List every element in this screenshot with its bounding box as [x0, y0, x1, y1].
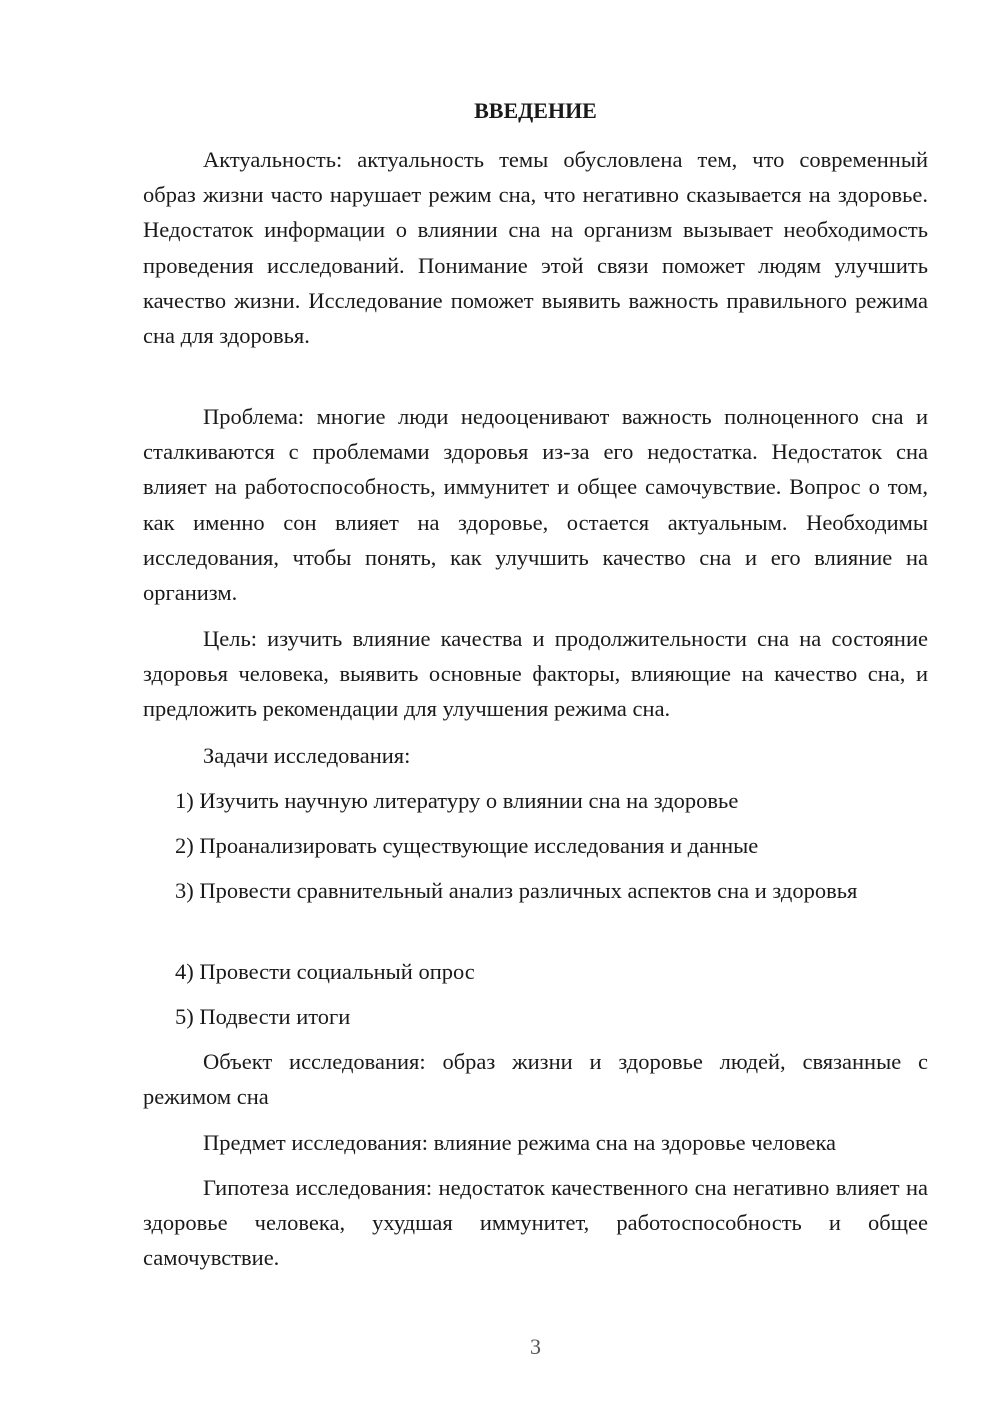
document-page: [143, 0, 928, 1414]
task-item-5: 5) Подвести итоги: [175, 1004, 351, 1029]
problem-paragraph: Проблема: многие люди недооценивают важность полноценного сна и сталкиваются с проблемами здоровья из-за его недостатка. Недостаток сна влияет на работоспособность, иммунитет и общее самочувствие. Вопрос о том, как именно сон влияет на здоровье, остается актуальным. Необходимы исследования, чтобы понять, как улучшить качество сна и его влияние на организм.: [143, 404, 928, 606]
task-item-1: 1) Изучить научную литературу о влиянии сна на здоровье: [175, 788, 739, 813]
goal-paragraph: Цель: изучить влияние качества и продолжительности сна на состояние здоровья человека, выявить основные факторы, влияющие на качество сна, и предложить рекомендации для улучшения режима сна.: [143, 626, 928, 722]
hypothesis-paragraph: Гипотеза исследования: недостаток качественного сна негативно влияет на здоровье человека, ухудшая иммунитет, работоспособность и общее самочувствие.: [143, 1175, 928, 1271]
tasks-heading: Задачи исследования:: [203, 743, 411, 768]
task-item-3: 3) Провести сравнительный анализ различных аспектов сна и здоровья: [175, 878, 858, 903]
object-paragraph: Объект исследования: образ жизни и здоровье людей, связанные с режимом сна: [143, 1049, 928, 1110]
page-number: 3: [530, 1334, 541, 1359]
relevance-paragraph: Актуальность: актуальность темы обусловлена тем, что современный образ жизни часто нарушает режим сна, что негативно сказывается на здоровье. Недостаток информации о влиянии сна на организм вызывает необходимость проведения исследований. Понимание этой связи поможет людям улучшить качество жизни. Исследование поможет выявить важность правильного режима сна для здоровья.: [143, 147, 928, 349]
section-title: ВВЕДЕНИЕ: [474, 98, 597, 123]
task-item-2: 2) Проанализировать существующие исследования и данные: [175, 833, 759, 858]
task-item-4: 4) Провести социальный опрос: [175, 959, 475, 984]
subject-paragraph: Предмет исследования: влияние режима сна на здоровье человека: [203, 1130, 837, 1155]
